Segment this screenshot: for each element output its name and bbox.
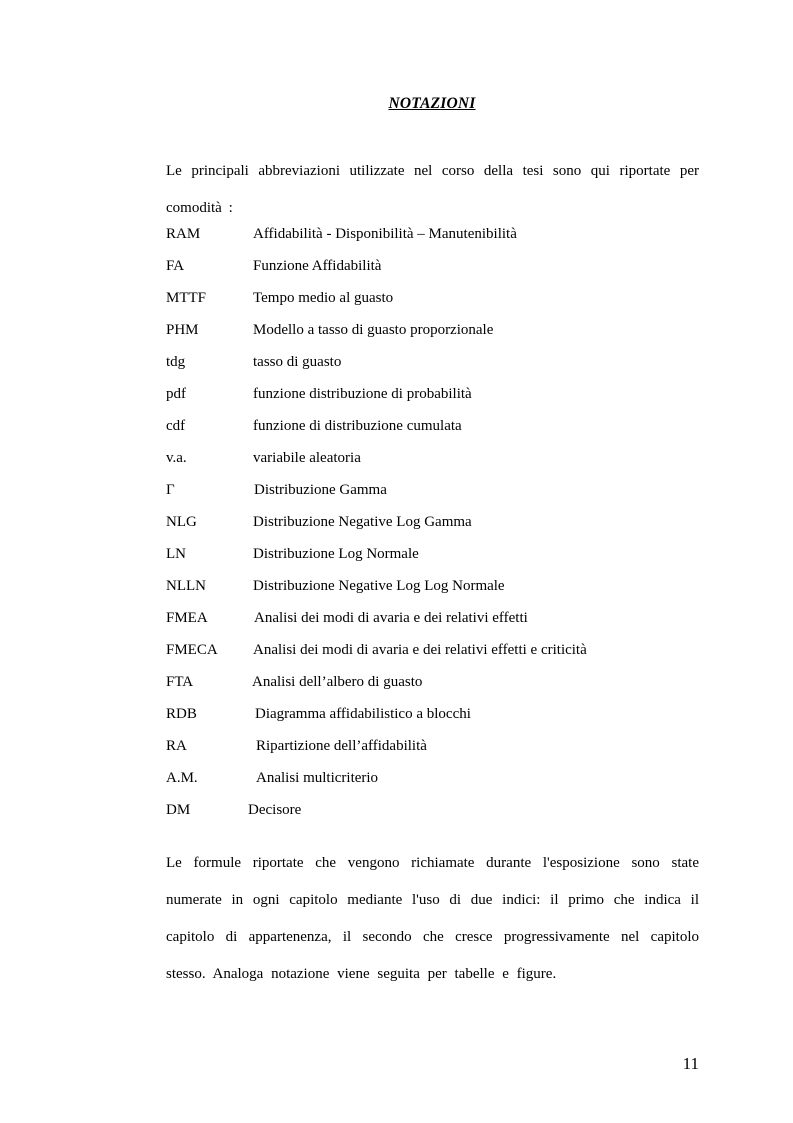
abbreviation-description: funzione di distribuzione cumulata (253, 418, 462, 434)
abbreviation-code: FMEA (166, 610, 208, 626)
abbreviation-code: LN (166, 546, 186, 562)
abbreviation-code: RDB (166, 706, 197, 722)
abbreviation-code: A.M. (166, 770, 198, 786)
abbreviation-description: Distribuzione Negative Log Gamma (253, 514, 472, 530)
abbreviation-code: RAM (166, 226, 201, 242)
abbreviation-description: Analisi dell’albero di guasto (252, 674, 423, 690)
abbreviation-description: Affidabilità - Disponibilità – Manutenibilità (253, 226, 517, 242)
abbreviation-code: pdf (166, 386, 186, 402)
abbreviation-description: Modello a tasso di guasto proporzionale (253, 322, 494, 338)
abbreviation-code: tdg (166, 354, 186, 370)
abbreviation-description: Analisi dei modi di avaria e dei relativi effetti (254, 610, 528, 626)
page-title: NOTAZIONI (388, 95, 476, 112)
abbreviation-code: NLG (166, 514, 197, 530)
abbreviation-code: FA (166, 258, 185, 274)
abbreviation-description: Funzione Affidabilità (253, 258, 382, 274)
abbreviation-description: Distribuzione Negative Log Log Normale (253, 578, 505, 594)
abbreviation-description: Distribuzione Log Normale (253, 546, 419, 562)
abbreviation-code: PHM (166, 322, 199, 338)
abbreviation-description: Distribuzione Gamma (254, 482, 387, 498)
intro-paragraph: Le principali abbreviazioni utilizzate nel corso della tesi sono qui riportate per comodità : (166, 163, 699, 216)
abbreviation-description: tasso di guasto (253, 354, 342, 370)
abbreviation-code: cdf (166, 418, 186, 434)
closing-paragraph: Le formule riportate che vengono richiamate durante l'esposizione sono state numerate in ogni capitolo mediante l'uso di due indici: il primo che indica il capitolo di appartenenza, il secondo che cresce progressivamente nel capitolo stesso. Analoga notazione viene seguita per tabelle e figure. (166, 855, 699, 982)
abbreviation-description: Tempo medio al guasto (253, 290, 394, 306)
abbreviation-code: MTTF (166, 290, 207, 306)
abbreviation-code: NLLN (166, 578, 206, 594)
abbreviation-description: Diagramma affidabilistico a blocchi (255, 706, 471, 722)
abbreviation-description: funzione distribuzione di probabilità (253, 386, 472, 402)
abbreviation-description: variabile aleatoria (253, 450, 361, 466)
abbreviation-code: FMECA (166, 642, 218, 658)
abbreviation-code: RA (166, 738, 187, 754)
abbreviation-description: Analisi dei modi di avaria e dei relativi effetti e criticità (253, 642, 587, 658)
abbreviation-description: Ripartizione dell’affidabilità (256, 738, 427, 754)
abbreviation-code: FTA (166, 674, 194, 690)
abbreviation-code: v.a. (166, 450, 187, 466)
abbreviation-code: Γ (166, 482, 175, 498)
abbreviation-code: DM (166, 802, 191, 818)
page-number: 11 (682, 1054, 699, 1073)
abbreviation-description: Analisi multicriterio (256, 770, 379, 786)
abbreviation-description: Decisore (248, 802, 302, 818)
